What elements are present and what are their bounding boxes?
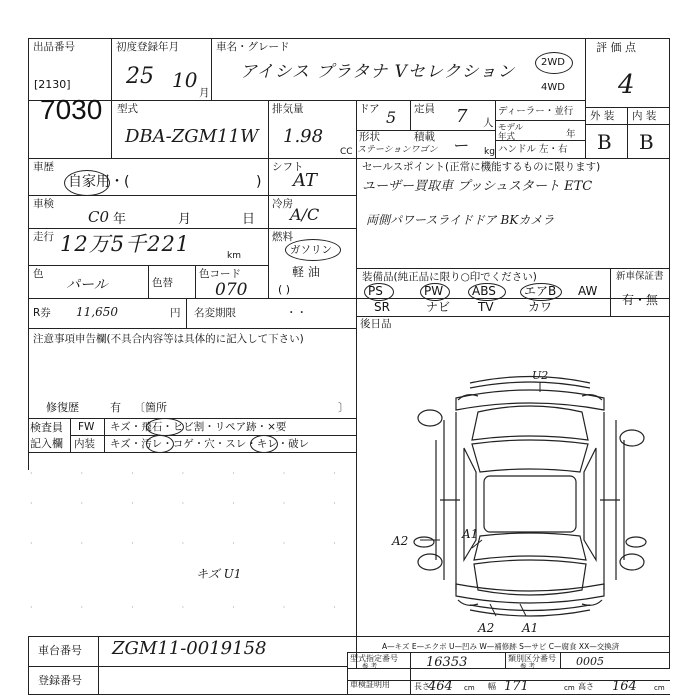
- inspector-label: 検査員: [30, 421, 63, 434]
- damage-mark-u2: U2: [532, 369, 549, 382]
- length-label: 長さ: [414, 682, 430, 691]
- model-year-unit: 年: [566, 129, 576, 140]
- length-unit: cm: [464, 684, 475, 692]
- displacement-value: 1.98: [283, 126, 324, 147]
- shift-value: AT: [293, 170, 318, 191]
- fuel-gasoline: ガソリン: [290, 244, 332, 256]
- type-cert-ref: 参 考: [362, 662, 378, 670]
- recycle-unit: 円: [170, 307, 181, 319]
- handle-label: ハンドル 左・右: [498, 144, 568, 155]
- class-ref: 参 考: [520, 662, 536, 670]
- shift-label: シフト: [272, 161, 304, 173]
- width-unit: cm: [564, 684, 575, 692]
- history-label: 車歴: [33, 161, 54, 173]
- registration-year: 25: [126, 64, 154, 89]
- damage-legend: A—キズ E—エクボ U—凹み W—補修跡 S—サビ C—腐食 XX—交換済: [382, 642, 620, 651]
- cc-unit: CC: [340, 147, 353, 157]
- damage-mark-a2-left: A2: [392, 534, 409, 548]
- owner-change-value: ・・: [286, 307, 307, 319]
- equipment-abs: ABS: [472, 284, 496, 298]
- fuel-label: 燃料: [272, 231, 293, 243]
- damage-mark-a1-bottom: A1: [522, 621, 539, 635]
- sales-point-line1: ユーザー買取車 プッシュスタート ETC: [362, 179, 593, 194]
- first-registration-label: 初度登録年月: [116, 41, 179, 53]
- inspector-memo: キズ U1: [196, 567, 242, 581]
- drive-2wd: 2WD: [541, 57, 565, 68]
- interior-label: 内 装: [632, 110, 657, 122]
- cert-label: 車検証明用: [350, 680, 390, 689]
- fw-label: FW: [78, 421, 95, 433]
- shape-value: ステーションワゴン: [357, 145, 438, 155]
- length-value: 464: [428, 679, 453, 694]
- year-unit: 年: [113, 212, 127, 227]
- inspection-label: 車検: [33, 198, 54, 210]
- doors-label: ドア: [359, 103, 380, 115]
- ac-label: 冷房: [272, 198, 293, 210]
- chassis-value: ZGM11-0019158: [112, 638, 267, 659]
- drive-4wd: 4WD: [541, 82, 565, 93]
- equipment-sr: SR: [374, 300, 390, 314]
- class-label: 類別区分番号: [508, 654, 556, 663]
- height-value: 164: [612, 679, 637, 694]
- rear-seat-label: 後日品: [360, 318, 392, 330]
- equipment-airbag: エアB: [524, 284, 557, 298]
- equipment-aw: AW: [578, 284, 598, 298]
- sales-point-line2: 両側パワースライドドア BKカメラ: [366, 213, 555, 227]
- km-unit: km: [227, 251, 241, 261]
- inspection-month-unit: 月: [178, 212, 192, 227]
- recycle-value: 11,650: [76, 305, 118, 319]
- recycle-label: R券: [33, 307, 51, 319]
- model-year-label: モデル年式: [498, 123, 524, 142]
- width-value: 171: [504, 679, 529, 694]
- ac-value: A/C: [290, 205, 320, 224]
- equipment-label: 装備品(純正品に限り○印でください): [362, 271, 537, 283]
- inspection-day-unit: 日: [242, 212, 256, 227]
- name-grade-value: アイシス プラタナ Vセレクション: [240, 62, 516, 82]
- mileage-value: 12万5千221: [60, 232, 191, 256]
- color-label: 色: [33, 268, 44, 280]
- sales-point-label: セールスポイント(正常に機能するものに限ります): [362, 161, 601, 173]
- notes-label: 注意事項申告欄(不具合内容等は具体的に記入して下さい): [33, 333, 304, 345]
- equipment-navi: ナビ: [426, 300, 451, 314]
- registration-month: 10: [172, 68, 198, 92]
- exterior-label: 外 装: [590, 110, 615, 122]
- warranty-label: 新車保証書: [616, 271, 664, 282]
- model-label: 型式: [117, 103, 138, 115]
- equipment-tv: TV: [478, 300, 494, 314]
- class-value: 0005: [576, 655, 604, 668]
- model-value: DBA-ZGM11W: [125, 126, 259, 147]
- height-label: 高さ: [578, 682, 594, 691]
- mileage-label: 走行: [33, 231, 54, 243]
- equipment-kawa: カワ: [528, 300, 553, 314]
- repair-place: 〔箇所: [134, 401, 167, 414]
- capacity-label: 定員: [414, 103, 435, 115]
- interior-check-label: 内装: [74, 438, 95, 450]
- faint-marks: ·······: [30, 499, 384, 508]
- chassis-label: 車台番号: [38, 644, 82, 657]
- equipment-pw: PW: [424, 284, 444, 298]
- interior-items: キズ・汚レ・コゲ・穴・スレ・キレ・破レ: [110, 438, 310, 450]
- score-label: 評 価 点: [596, 41, 636, 54]
- inspection-year: C0: [88, 208, 110, 226]
- faint-marks: ·······: [30, 539, 384, 548]
- registration-label: 登録番号: [38, 674, 82, 687]
- capacity-unit: 人: [483, 117, 494, 129]
- faint-marks: ·······: [30, 603, 384, 612]
- type-cert-value: 16353: [426, 655, 468, 670]
- load-value: ー: [452, 136, 469, 155]
- faint-marks: ·······: [30, 469, 384, 478]
- color-code-value: 070: [215, 280, 248, 300]
- capacity-value: 7: [456, 106, 468, 127]
- height-unit: cm: [654, 684, 665, 692]
- lot-number-label: 出品番号: [33, 41, 75, 53]
- damage-mark-a1-left: A1: [462, 527, 479, 541]
- warranty-value: 有・無: [622, 293, 659, 307]
- dealer-label: ディーラー・並行: [498, 106, 574, 117]
- displacement-label: 排気量: [272, 103, 304, 115]
- fuel-paren: ( ): [278, 283, 291, 296]
- repair-value: 有: [110, 401, 121, 414]
- color-code-label: 色コード: [199, 268, 241, 280]
- repair-label: 修復歴: [46, 401, 79, 414]
- history-value: 自家用・(: [68, 174, 130, 190]
- owner-change-label: 名変期限: [194, 307, 236, 319]
- fuel-diesel: 軽 油: [292, 265, 320, 279]
- equipment-ps: PS: [368, 284, 383, 298]
- color-change-label: 色替: [152, 277, 173, 289]
- exterior-grade: B: [597, 130, 612, 154]
- load-label: 積載: [414, 131, 435, 143]
- lot-code: [2130]: [34, 78, 71, 91]
- repair-close: 〕: [338, 401, 349, 414]
- doors-value: 5: [386, 108, 397, 127]
- lot-number: 7030: [40, 94, 103, 125]
- kg-unit: kg: [484, 147, 495, 157]
- entry-label: 記入欄: [30, 437, 63, 450]
- color-value: パール: [66, 277, 108, 293]
- fw-items: キズ・飛石・ヒビ割・リペア跡・×要: [110, 421, 287, 433]
- history-close: ): [256, 174, 262, 190]
- interior-grade: B: [639, 130, 654, 154]
- shape-label: 形状: [359, 131, 380, 143]
- month-unit: 月: [199, 87, 210, 99]
- name-grade-label: 車名・グレード: [216, 41, 290, 53]
- width-label: 幅: [488, 682, 496, 691]
- damage-mark-a2-bottom: A2: [478, 621, 495, 635]
- score-value: 4: [618, 70, 635, 100]
- type-cert-label: 型式指定番号: [350, 654, 398, 663]
